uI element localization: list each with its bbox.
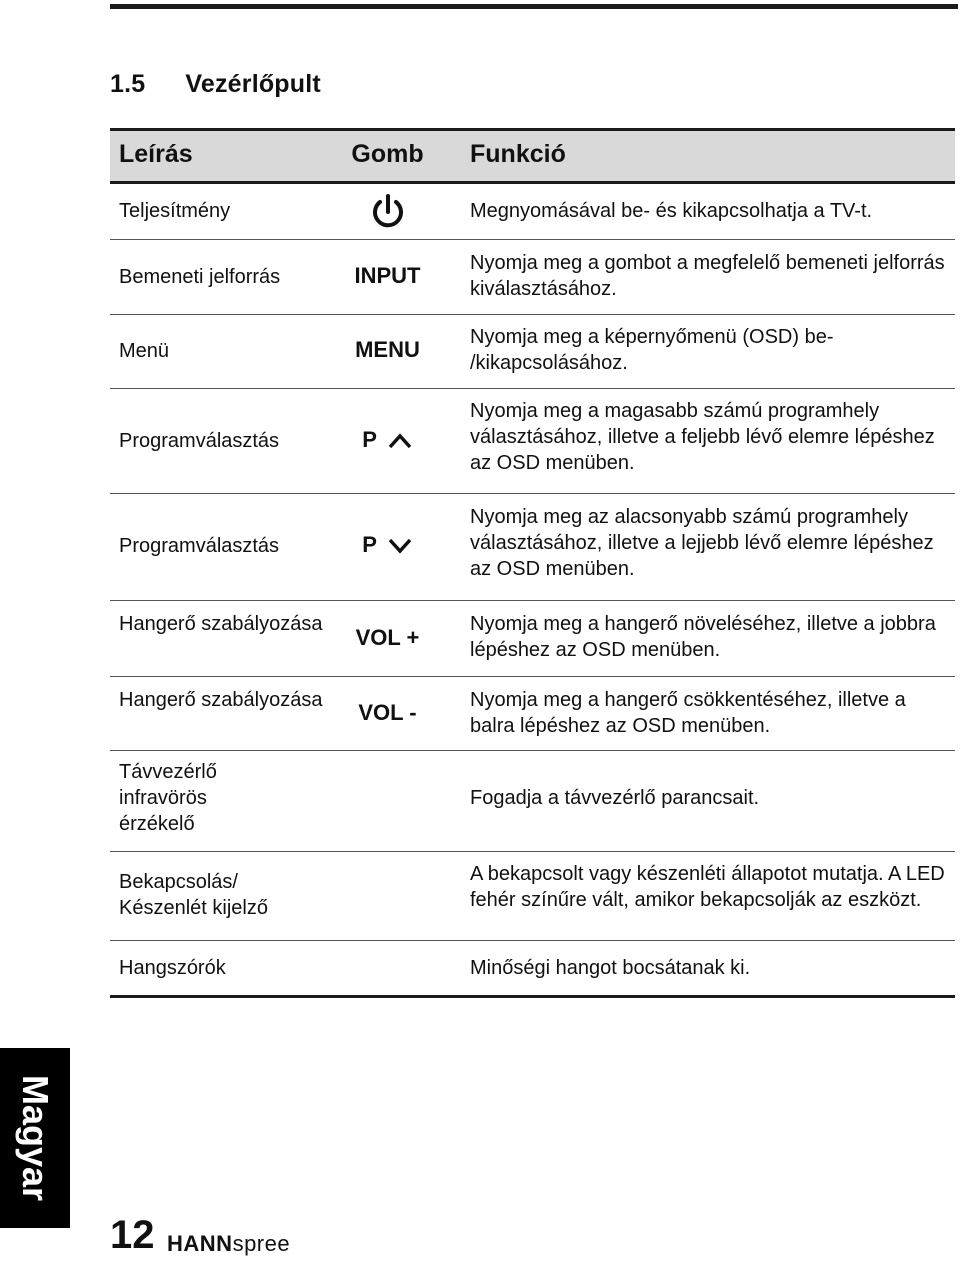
row-description: Programválasztás — [119, 430, 280, 452]
brand-logo-light: spree — [232, 1231, 291, 1256]
power-icon — [368, 192, 408, 232]
row-function: Nyomja meg a hangerő növeléséhez, illetve a jobbra lépéshez az OSD menüben. — [470, 613, 936, 661]
chevron-up-icon — [387, 430, 413, 452]
row-button — [330, 532, 445, 558]
header-button: Gomb — [351, 140, 424, 168]
row-button-label: P — [362, 532, 377, 557]
table-row — [110, 184, 955, 240]
brand-logo-bold: HANN — [167, 1231, 233, 1256]
table-row — [110, 240, 955, 315]
chevron-down-icon — [387, 535, 413, 557]
table-row — [110, 941, 955, 998]
row-function: Minőségi hangot bocsátanak ki. — [470, 957, 751, 979]
control-panel-table — [110, 128, 955, 998]
row-description: Bekapcsolás/ Készenlét kijelző — [119, 871, 268, 919]
language-tab-label: Magyar — [15, 1074, 56, 1202]
row-button — [330, 192, 445, 232]
page-number: 12 — [110, 1213, 155, 1257]
row-function: Nyomja meg a gombot a megfelelő bemeneti jelforrás kiválasztásához. — [470, 252, 945, 300]
row-description: Teljesítmény — [119, 200, 231, 222]
row-button: VOL - — [358, 700, 417, 725]
table-row — [110, 677, 955, 751]
row-function: Nyomja meg az alacsonyabb számú programhely választásához, illetve a lejjebb lévő elemre lépéshez az OSD menüben. — [470, 506, 934, 580]
row-description: Hangszórók — [119, 957, 226, 979]
row-button: VOL + — [355, 625, 420, 650]
table-row — [110, 389, 955, 494]
row-description: Hangerő szabályozása — [119, 613, 323, 635]
row-description: Távvezérlő infravörös érzékelő — [119, 761, 217, 835]
row-description: Bemeneti jelforrás — [119, 266, 281, 288]
table-row — [110, 601, 955, 677]
row-button — [330, 427, 445, 453]
row-button: INPUT — [354, 263, 421, 288]
brand-logo — [167, 1231, 290, 1257]
table-row — [110, 315, 955, 389]
top-rule — [110, 4, 958, 9]
section-title: Vezérlőpult — [185, 70, 321, 98]
table-row — [110, 751, 955, 852]
row-function: Nyomja meg a magasabb számú programhely választásához, illetve a feljebb lévő elemre lépéshez az OSD menüben. — [470, 400, 935, 474]
section-number: 1.5 — [110, 70, 146, 98]
row-function: Nyomja meg a hangerő csökkentéséhez, illetve a balra lépéshez az OSD menüben. — [470, 689, 906, 737]
table-header — [110, 128, 955, 184]
table-row — [110, 494, 955, 601]
header-function: Funkció — [470, 140, 566, 168]
row-function: A bekapcsolt vagy készenléti állapotot mutatja. A LED fehér színűre vált, amikor bekapcsolják az eszközt. — [470, 863, 945, 911]
row-description: Menü — [119, 340, 170, 362]
language-tab — [0, 1048, 70, 1228]
row-function: Megnyomásával be- és kikapcsolhatja a TV-t. — [470, 200, 873, 222]
row-button: MENU — [355, 337, 420, 362]
row-function: Fogadja a távvezérlő parancsait. — [470, 787, 760, 809]
row-function: Nyomja meg a képernyőmenü (OSD) be- /kikapcsolásához. — [470, 326, 834, 374]
header-description: Leírás — [119, 140, 193, 168]
row-description: Programválasztás — [119, 535, 280, 557]
row-button-label: P — [362, 427, 377, 452]
row-description: Hangerő szabályozása — [119, 689, 323, 711]
table-row — [110, 852, 955, 941]
section-heading — [110, 70, 321, 99]
